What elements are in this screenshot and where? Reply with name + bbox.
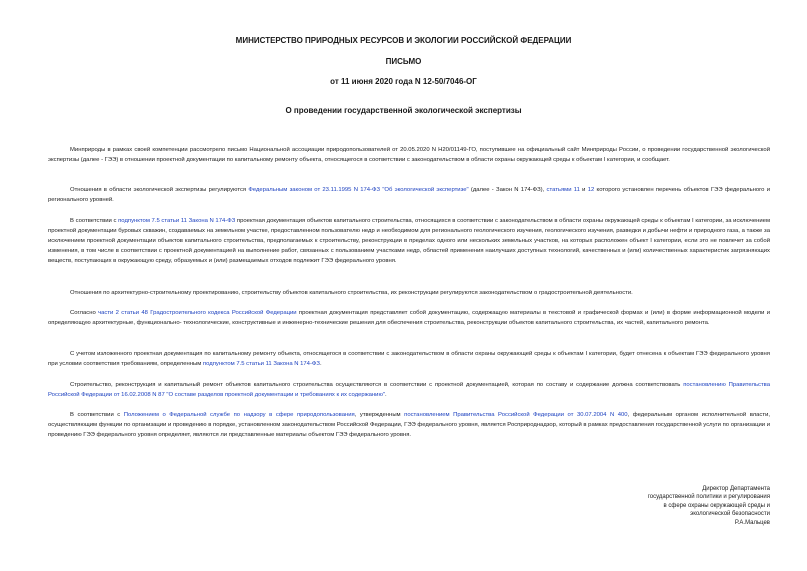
paragraph-5: [48, 308, 770, 328]
text-fragment: С учетом изложенного проектная документация по капитальному ремонту объекта, относящегося в соответствии с законодательством в области охраны окружающей среды к объектам I категории, будет отнесена к объектам ГЭЭ федерального уровня при условии соответствия требованиям, определенным: [48, 351, 770, 368]
text-fragment: Отношения в области экологической экспертизы регулируются: [70, 187, 249, 193]
signature-position-line-2: государственной политики и регулирования: [647, 494, 770, 501]
document-subject: О проведении государственной экологической экспертизы: [285, 106, 522, 115]
paragraph-3: [48, 216, 770, 266]
text-fragment: , утвержденным: [354, 412, 405, 418]
link-urban-planning-code[interactable]: части 2 статьи 48 Градостроительного кодекса Российской Федерации: [98, 310, 297, 316]
signature-block: [648, 485, 770, 527]
text-fragment: Согласно: [70, 310, 99, 316]
link-federal-law-174[interactable]: Федеральным законом от 23.11.1995 N 174-ФЗ "Об экологической экспертизе": [248, 187, 469, 193]
text-fragment: проектная документация объектов капитального строительства, относящихся в соответствии с законодательством в области охраны окружающей среды к объектам I категории, за исключением проектной документации буровых скважин, создаваемых на земельном участке, предоставленном пользователю недр и необходимом для регионального геологического изучения, геологического изучения, разведки и добычи нефти и природного газа, а также за исключением проектной документации объектов капитального строительства, предполагаемых к строительству, реконструкции в пределах одного или нескольких земельных участков, на которых расположен объект I категории, если это не повлечет за собой изменения, в том числе в соответствии с проектной документацией на выполнение работ, связанных с пользованием участками недр, областей применения наилучших доступных технологий, качественных и (или) количественных характеристик загрязняющих веществ, поступающих в окружающую среду, образуемых и (или) размещаемых отходов подлежит ГЭЭ федерального уровня.: [48, 218, 770, 265]
paragraph-8-text: [48, 410, 770, 440]
link-government-decree-87[interactable]: постановлению Правительства Российской Федерации от 16.02.2008 N 87 "О составе разделов проектной документации и требованиях к их содержанию": [48, 382, 770, 399]
link-rosprirodnadzor-regulation[interactable]: Положением о Федеральной службе по надзору в сфере природопользования: [123, 412, 355, 418]
text-fragment: .: [319, 361, 322, 368]
text-fragment: В соответствии с: [70, 412, 124, 418]
paragraph-4: [48, 288, 770, 298]
signature-position-line-1: Директор Департамента: [702, 486, 770, 492]
signature-name: Р.А.Мальцев: [734, 519, 770, 526]
text-fragment: .: [384, 392, 387, 399]
link-article-11[interactable]: статьями 11: [546, 187, 580, 193]
signature-position-line-4: экологической безопасности: [690, 511, 770, 518]
paragraph-1: [48, 145, 770, 165]
link-subparagraph-7-5[interactable]: подпунктом 7.5 статьи 11 Закона N 174-ФЗ: [118, 218, 236, 224]
text-fragment: которого установлен перечень объектов ГЭЭ федерального и регионального уровней.: [48, 187, 771, 204]
signature-position-line-3: в сфере охраны окружающей среды и: [663, 502, 770, 509]
paragraph-2-text: [48, 185, 770, 205]
text-fragment: Строительство, реконструкция и капитальный ремонт объектов капитального строительства осуществляются в соответствии с проектной документацией, которая по составу и содержание должна соответствовать: [70, 382, 684, 388]
text-fragment: проектная документация представляет собой документацию, содержащую материалы в текстовой и графической формах и (или) в форме информационной модели и определяющую архитектурные, функционально- технологические, конструктивные и инженерно-технические решения для обеспечения строительства, реконструкции объектов капитального строительства, их частей, капитального ремонта.: [48, 310, 770, 327]
paragraph-3-text: [48, 216, 770, 266]
paragraph-6: [48, 349, 770, 369]
text-fragment: , федеральным органом исполнительной власти, осуществляющим функции по организации и проведению в порядке, установленном законодательством Российской Федерации, ГЭЭ федерального уровня, является Росприроднадзор, который в рамках предоставления государственной услуги по организации и проведению ГЭЭ федерального уровня определяет, являются ли представленные материалы объектом ГЭЭ федерального уровня.: [48, 412, 770, 439]
paragraph-7-text: [48, 380, 770, 400]
link-government-decree-400[interactable]: постановлением Правительства Российской Федерации от 30.07.2004 N 400: [404, 412, 628, 418]
document-type: ПИСЬМО: [385, 57, 422, 66]
paragraph-7: [48, 380, 770, 400]
text-fragment: и: [579, 187, 588, 193]
link-subparagraph-7-5-second[interactable]: подпунктом 7.5 статьи 11 Закона N 174-ФЗ: [202, 361, 320, 368]
text-fragment: (далее - Закон N 174-ФЗ),: [468, 187, 547, 193]
paragraph-1-text: Минприроды в рамках своей компетенции рассмотрело письмо Национальной ассоциации природопользователей от 20.05.2020 N Н20/01149-ГО, поступившее на официальный сайт Минприроды России, о проведении государственной экологической экспертизы (далее - ГЭЭ) в отношении проектной документации по капитальному ремонту объекта, относящегося в соответствии с законодательством в области охраны окружающей среды к объектам I категории, и сообщает.: [48, 147, 770, 164]
paragraph-5-text: [48, 308, 770, 328]
paragraph-8: [48, 410, 770, 440]
paragraph-4-text: Отношения по архитектурно-строительному проектированию, строительству объектов капитального строительства, их реконструкции регулируются законодательством о градостроительной деятельности.: [70, 290, 633, 296]
paragraph-2: [48, 185, 770, 205]
paragraph-6-text: [48, 349, 770, 369]
ministry-title: МИНИСТЕРСТВО ПРИРОДНЫХ РЕСУРСОВ И ЭКОЛОГИИ РОССИЙСКОЙ ФЕДЕРАЦИИ: [235, 36, 572, 45]
text-fragment: В соответствии с: [70, 218, 119, 224]
document-date-number: от 11 июня 2020 года N 12-50/7046-ОГ: [330, 77, 477, 86]
link-article-12[interactable]: 12: [587, 187, 595, 193]
